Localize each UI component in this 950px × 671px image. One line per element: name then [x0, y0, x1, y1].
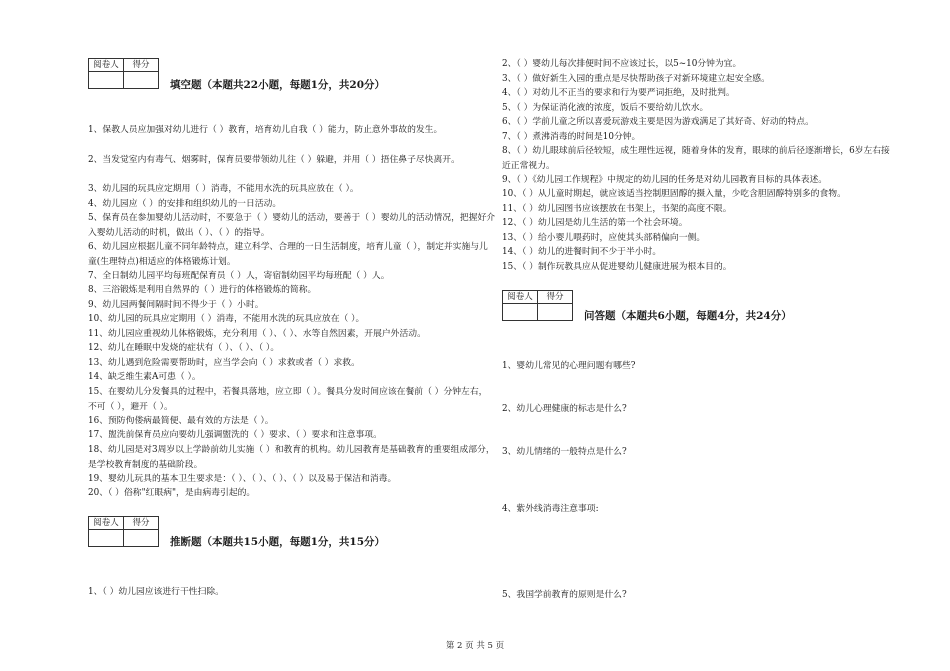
fill-item: 2、当发觉室内有毒气、烟雾时，保育员要带领幼儿往（ ）躲避，并用（ ）捂住鼻子尽快离开。	[88, 155, 460, 165]
grader-cell	[89, 72, 124, 89]
fill-item: 13、幼儿遇到危险需要帮助时，应当学会向（ ）求救或者（ ）求救。	[88, 358, 360, 368]
judge-item: 10、（ ）从儿童时期起，就应该适当控制胆固醇的摄入量，少吃含胆固醇特别多的食物。	[502, 189, 846, 199]
fill-item: 8、三浴锻炼是利用自然界的（ ）进行的体格锻炼的简称。	[88, 285, 317, 295]
score-box-judge	[88, 516, 159, 547]
judge-item: 13、（ ）给小婴儿喂药时，应使其头部稍偏向一侧。	[502, 233, 706, 243]
qa-item: 5、我国学前教育的原则是什么?	[502, 590, 627, 600]
judge-item: 5、（ ）为保证消化液的浓度，饭后不要给幼儿饮水。	[502, 103, 709, 113]
fill-item: 5、保育员在参加婴幼儿活动时，不要急于（ ）婴幼儿的活动，要善于（ ）婴幼儿的活动情况，把握好介入婴幼儿活动的时机，做出（ ）、（ ）的指导。	[88, 213, 496, 238]
fill-item: 9、幼儿园两餐间隔时间不得少于（ ）小时。	[88, 300, 264, 310]
score-cell	[538, 304, 573, 321]
fill-item: 4、幼儿园应（ ）的安排和组织幼儿的一日活动。	[88, 199, 282, 209]
score-box-fill	[88, 58, 159, 89]
fill-item: 15、在婴幼儿分发餐具的过程中，若餐具落地，应立即（ ）。餐具分发时间应该在餐前（ ）分钟左右，不可（ ），避开（ ）。	[88, 387, 488, 412]
grader-cell	[89, 530, 124, 547]
judge-item: 14、（ ）幼儿的进餐时间不少于半小时。	[502, 247, 662, 257]
qa-item: 1、婴幼儿常见的心理问题有哪些?	[502, 361, 636, 371]
score-label: 得分	[538, 291, 573, 304]
qa-item: 2、幼儿心理健康的标志是什么?	[502, 404, 627, 414]
judge-item: 6、（ ）学前儿童之所以喜爱玩游戏主要是因为游戏满足了其好奇、好动的特点。	[502, 117, 814, 127]
judge-item: 1、（ ）幼儿园应该进行干性扫除。	[88, 587, 224, 597]
grader-cell	[503, 304, 538, 321]
fill-item: 17、盥洗前保育员应向要幼儿强调盥洗的（ ）要求、（ ）要求和注意事项。	[88, 430, 382, 440]
judge-item: 7、（ ）煮沸消毒的时间是10分钟。	[502, 132, 641, 142]
judge-item: 15、（ ）制作玩教具应从促进婴幼儿健康进展为根本目的。	[502, 262, 732, 272]
judge-item: 9、（ ）《幼儿园工作规程》中规定的幼儿园的任务是对幼儿园教育目标的具体表述。	[502, 175, 828, 185]
fill-item: 7、全日制幼儿园平均每班配保育员（ ）人，寄宿制幼园平均每班配（ ）人。	[88, 271, 390, 281]
judge-item: 12、（ ）幼儿园是幼儿生活的第一个社会环境。	[502, 218, 688, 228]
fill-item: 16、预防佝偻病最简便、最有效的方法是（ ）。	[88, 416, 274, 426]
fill-item: 14、缺乏维生素A可患（ ）。	[88, 372, 201, 382]
fill-item: 12、幼儿在睡眠中发烧的症状有（ ）、（ ）、（ ）。	[88, 343, 280, 353]
fill-item: 18、幼儿园是对3周岁以上学龄前幼儿实施（ ）和教育的机构。幼儿园教育是基础教育的重要组成部分，是学校教育制度的基础阶段。	[88, 445, 495, 470]
qa-item: 4、紫外线消毒注意事项:	[502, 504, 599, 514]
score-label: 得分	[124, 59, 159, 72]
page-footer: 第 2 页 共 5 页	[445, 641, 505, 651]
judge-item: 4、（ ）对幼儿不正当的要求和行为要严词拒绝，及时批判。	[502, 88, 735, 98]
fill-item: 3、幼儿园的玩具应定期用（ ）消毒，不能用水洗的玩具应放在（ ）。	[88, 184, 359, 194]
fill-item: 11、幼儿园应重视幼儿体格锻炼，充分利用（ ）、（ ）、水等自然因素，开展户外活动。	[88, 329, 426, 339]
judge-item: 11、（ ）幼儿园图书应该摆放在书架上，书架的高度不限。	[502, 204, 732, 214]
judge-section-title: 推断题（本题共15小题，每题1分，共15分）	[170, 536, 386, 548]
qa-item: 3、幼儿情绪的一般特点是什么?	[502, 447, 627, 457]
score-cell	[124, 530, 159, 547]
fill-item: 1、保教人员应加强对幼儿进行（ ）教育，培育幼儿自我（ ）能力，防止意外事故的发生。	[88, 125, 443, 135]
fill-item: 10、幼儿园的玩具应定期用（ ）消毒，不能用水洗的玩具应放在（ ）。	[88, 314, 365, 324]
judge-item: 2、（ ）婴幼儿每次排便时间不应该过长，以5~10分钟为宜。	[502, 59, 742, 69]
grader-label: 阅卷人	[89, 59, 124, 72]
score-cell	[124, 72, 159, 89]
score-label: 得分	[124, 517, 159, 530]
score-box-qa	[502, 290, 573, 321]
fill-item: 19、婴幼儿玩具的基本卫生要求是：（ ）、（ ）、（ ）、（ ）以及易于保洁和消毒。	[88, 474, 397, 484]
judge-item: 8、（ ）幼儿眼球前后径较短，成生理性远视，随着身体的发育，眼球的前后径逐渐增长，6岁左右接近正常视力。	[502, 146, 890, 171]
grader-label: 阅卷人	[89, 517, 124, 530]
fill-section-title: 填空题（本题共22小题，每题1分，共20分）	[170, 79, 386, 91]
fill-item: 20、（ ）俗称"红眼病"，是由病毒引起的。	[88, 488, 256, 498]
qa-section-title: 问答题（本题共6小题，每题4分，共24分）	[584, 310, 792, 322]
grader-label: 阅卷人	[503, 291, 538, 304]
judge-item: 3、（ ）做好新生入园的重点是尽快帮助孩子对新环境建立起安全感。	[502, 74, 770, 84]
fill-item: 6、幼儿园应根据儿童不同年龄特点，建立科学、合理的一日生活制度，培育儿童（ ），制定并实施与儿童(生理特点)相适应的体格锻炼计划。	[88, 242, 488, 267]
